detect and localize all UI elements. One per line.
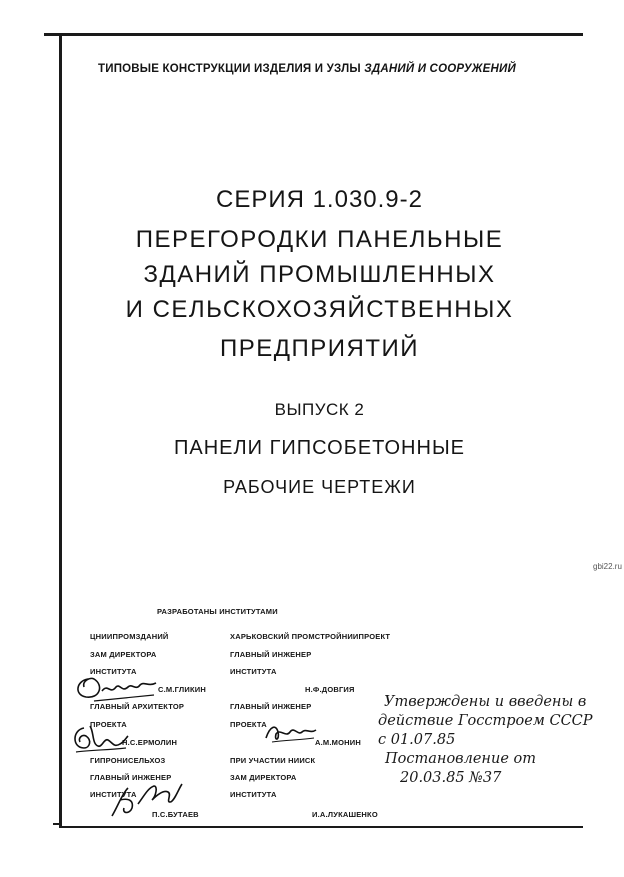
- right-role-2a: ГЛАВНЫЙ ИНЖЕНЕР: [230, 702, 312, 711]
- right-name-2: А.М.МОНИН: [315, 738, 361, 747]
- frame-border-bottom-extension: [53, 823, 61, 825]
- title-line-3: И СЕЛЬСКОХОЗЯЙСТВЕННЫХ: [125, 296, 514, 323]
- approval-line-2: действие Госстроем СССР: [378, 713, 593, 729]
- document-subtitle: ПАНЕЛИ ГИПСОБЕТОННЫЕ: [174, 437, 465, 459]
- series-number: СЕРИЯ 1.030.9-2: [215, 186, 423, 213]
- right-role-2b: ПРОЕКТА: [230, 720, 267, 729]
- approval-line-1: Утверждены и введены в: [384, 694, 587, 710]
- right-role-1b: ИНСТИТУТА: [230, 667, 277, 676]
- left-role-3b: ИНСТИТУТА: [90, 790, 137, 799]
- title-line-4: ПРЕДПРИЯТИЙ: [219, 335, 420, 362]
- left-org-2: ГИПРОНИСЕЛЬХОЗ: [90, 756, 166, 765]
- left-role-2b: ПРОЕКТА: [90, 720, 127, 729]
- right-org-1: ХАРЬКОВСКИЙ ПРОМСТРОЙНИИПРОЕКТ: [230, 632, 391, 641]
- document-header: [98, 63, 516, 75]
- header-italic-text: ЗДАНИЙ И СООРУЖЕНИЙ: [364, 63, 516, 75]
- right-role-3b: ИНСТИТУТА: [230, 790, 277, 799]
- left-name-1: С.М.ГЛИКИН: [158, 685, 206, 694]
- left-role-1a: ЗАМ ДИРЕКТОРА: [90, 650, 157, 659]
- signature-glikin: [74, 671, 160, 705]
- left-role-2a: ГЛАВНЫЙ АРХИТЕКТОР: [90, 702, 185, 711]
- left-role-1b: ИНСТИТУТА: [90, 667, 137, 676]
- right-role-1a: ГЛАВНЫЙ ИНЖЕНЕР: [230, 650, 312, 659]
- document-type: РАБОЧИЕ ЧЕРТЕЖИ: [223, 477, 416, 497]
- title-line-2: ЗДАНИЙ ПРОМЫШЛЕННЫХ: [143, 261, 496, 288]
- developed-by-label: РАЗРАБОТАНЫ ИНСТИТУТАМИ: [157, 607, 278, 616]
- right-name-1: Н.Ф.ДОВГИЯ: [305, 685, 355, 694]
- right-org-2: ПРИ УЧАСТИИ НИИСК: [230, 756, 316, 765]
- signature-ermolin: [68, 722, 130, 756]
- left-name-2: Н.С.ЕРМОЛИН: [122, 738, 178, 747]
- right-name-3: И.А.ЛУКАШЕНКО: [312, 810, 378, 819]
- title-line-1: ПЕРЕГОРОДКИ ПАНЕЛЬНЫЕ: [135, 226, 504, 253]
- left-name-3: П.С.БУТАЕВ: [152, 810, 199, 819]
- header-main-text: ТИПОВЫЕ КОНСТРУКЦИИ ИЗДЕЛИЯ И УЗЛЫ: [98, 63, 365, 75]
- left-role-3a: ГЛАВНЫЙ ИНЖЕНЕР: [90, 773, 172, 782]
- signature-monin: [262, 720, 318, 746]
- right-role-3a: ЗАМ ДИРЕКТОРА: [230, 773, 297, 782]
- approval-line-3: с 01.07.85: [378, 732, 456, 748]
- issue-number: ВЫПУСК 2: [274, 400, 365, 419]
- signature-butaev: [108, 780, 186, 820]
- watermark: gbi22.ru: [593, 562, 622, 571]
- left-org-1: ЦНИИПРОМЗДАНИЙ: [90, 632, 169, 641]
- approval-line-5: 20.03.85 №37: [400, 770, 502, 786]
- approval-line-4: Постановление от: [385, 751, 536, 767]
